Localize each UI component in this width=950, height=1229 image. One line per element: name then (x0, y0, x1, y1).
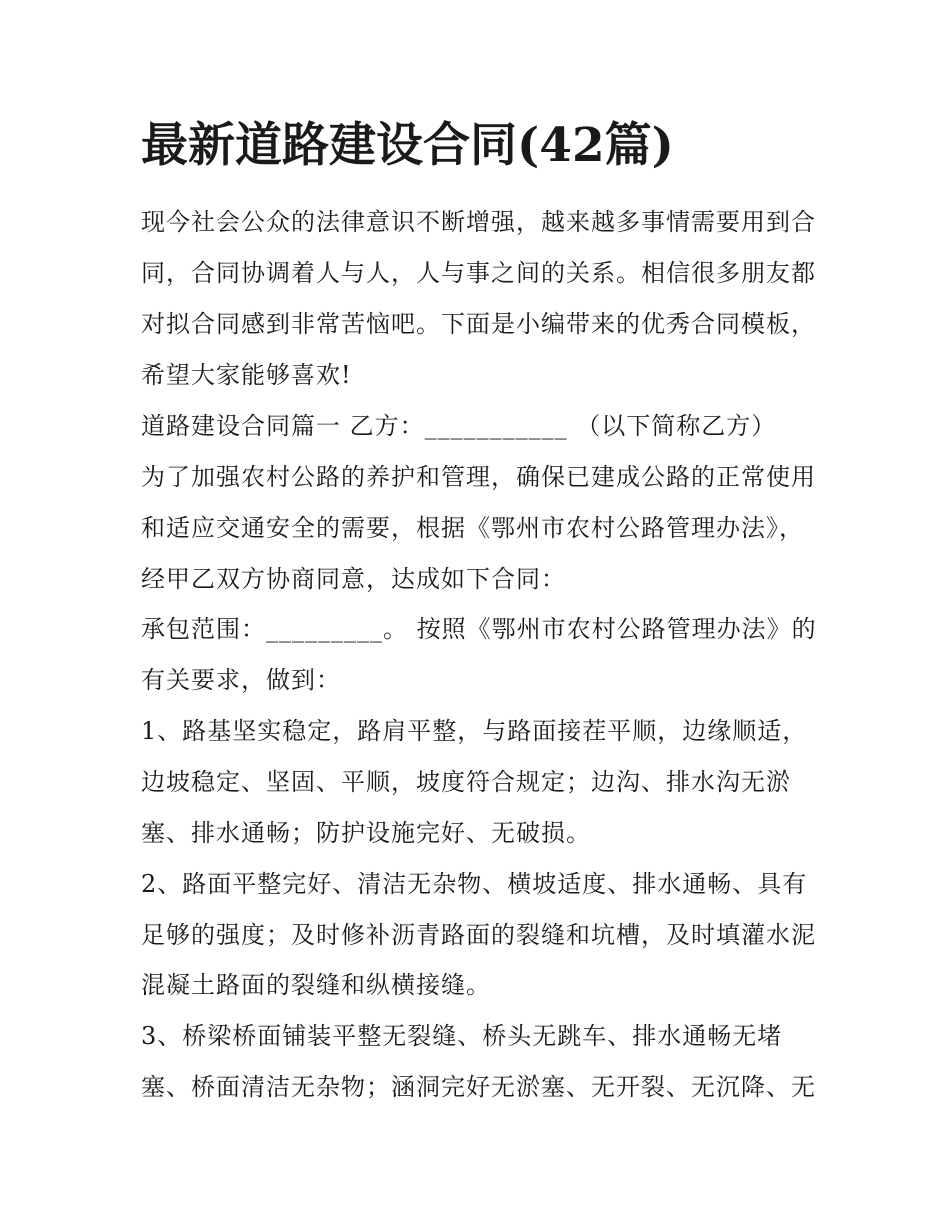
paragraph-line: 承包范围：_________。 按照《鄂州市农村公路管理办法》的 (141, 615, 817, 643)
paragraph-line: 经甲乙双方协商同意，达成如下合同： (141, 565, 566, 593)
paragraph-line: 足够的强度；及时修补沥青路面的裂缝和坑槽，及时填灌水泥 (141, 921, 816, 949)
paragraph-line: 混凝土路面的裂缝和纵横接缝。 (141, 971, 491, 999)
paragraph-line: 有关要求，做到： (141, 666, 341, 694)
paragraph-line: 道路建设合同篇一 乙方：___________ （以下简称乙方） (141, 412, 777, 440)
paragraph-line: 1、路基坚实稳定，路肩平整，与路面接茬平顺，边缘顺适， (141, 717, 808, 745)
paragraph-line: 2、路面平整完好、清洁无杂物、横坡适度、排水通畅、具有 (141, 870, 808, 898)
paragraph-line: 塞、桥面清洁无杂物；涵洞完好无淤塞、无开裂、无沉降、无 (141, 1073, 816, 1101)
document-title: 最新道路建设合同(42篇) (141, 118, 674, 173)
paragraph-line: 希望大家能够喜欢! (141, 361, 352, 389)
paragraph-line: 同，合同协调着人与人，人与事之间的关系。相信很多朋友都 (141, 259, 816, 287)
paragraph-line: 边坡稳定、坚固、平顺，坡度符合规定；边沟、排水沟无淤 (141, 768, 791, 796)
paragraph-line: 塞、排水通畅；防护设施完好、无破损。 (141, 819, 591, 847)
paragraph-line: 对拟合同感到非常苦恼吧。下面是小编带来的优秀合同模板， (141, 310, 816, 338)
paragraph-line: 3、桥梁桥面铺装平整无裂缝、桥头无跳车、排水通畅无堵 (141, 1022, 783, 1050)
paragraph-line: 为了加强农村公路的养护和管理，确保已建成公路的正常使用 (141, 463, 816, 491)
paragraph-line: 和适应交通安全的需要，根据《鄂州市农村公路管理办法》， (141, 514, 804, 542)
paragraph-line: 现今社会公众的法律意识不断增强，越来越多事情需要用到合 (141, 208, 816, 236)
